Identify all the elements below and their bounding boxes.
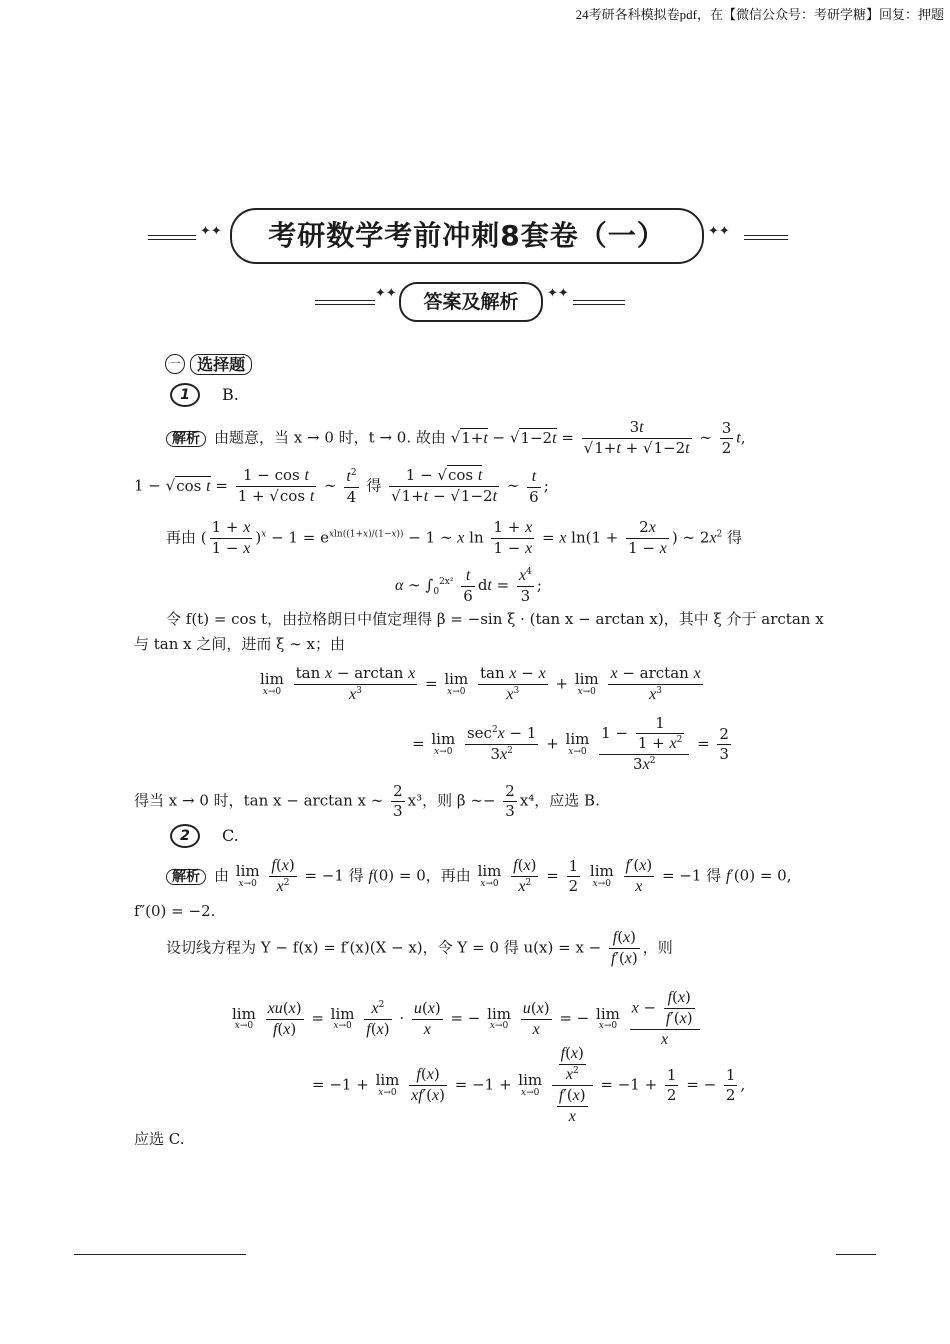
q1-line-6: 令 f(t) = cos t，由拉格朗日中值定理得 β = −sin ξ · (tan x − arctan x)，其中 ξ 介于 arctan x xyxy=(166,610,824,628)
sparkle-icon: ✦✦ xyxy=(200,224,222,239)
footer-rule-left xyxy=(74,1254,246,1255)
q1-conclusion-mid: x³，则 β ∼− xyxy=(407,791,496,810)
q1-line-7: 与 tan x 之间，进而 ξ ∼ x；由 xyxy=(134,635,345,653)
q2-line-3: 设切线方程为 Y − f(x) = f′(x)(X − x)，令 Y = 0 得 u(x) = x − $\frac{f(x)}{f'(x)}$ ，则 xyxy=(166,928,673,967)
q2-line-1: 解析 由 lim x→0 $\frac{f(x)}{x^2}$ = −1 得 f(0) = 0，再由 lim x→0 $\frac{f(x)}{x^2}$ = $\frac{1}{2}$ lim x→0 $\frac{f'(x)}{x}$ = −1 得 f′(0) = 0, xyxy=(166,856,791,897)
question-number xyxy=(170,824,200,848)
q1-conclusion-text: 得当 x → 0 时，tan x − arctan x ∼ xyxy=(134,791,384,810)
q1-line-8: lim x→0 $\frac{\text{tan x − arctan x}}{x^3}$ = lim x→0 $\frac{\text{tan x − x}}{x^3}$ + lim x→0 $\frac{\text{x − arctan x}}{x^3}$ xyxy=(260,664,701,703)
q1-line-2: 1 − √cos t = $\frac{\text{1 − cos t}}{\text{1 + √cos t}}$ ∼ $\frac{t^2}{4}$ 得 $\frac{\text{1 − √cos t}}{√1+t - √1-2t}$ ∼ $\frac{t}{6}$ ; xyxy=(134,466,549,506)
q1-text: 由题意，当 x → 0 时，t → 0. 故由 xyxy=(214,428,446,447)
q1-line-3: 再由 ( $\frac{1 + x}{1 - x}$ )$^x - 1 = e^{xln((1+x)/(1-x))} - 1$ ∼ x ln $\frac{1 + x}{1 - x}$ = x ln(1 + $\frac{2x}{1 - x}$ ) ∼ $2x^2$ 得 xyxy=(166,518,743,557)
sparkle-icon: ✦✦ xyxy=(708,224,730,239)
q1-line-9: = lim x→0 $\frac{\sec^2x - 1}{3x^2}$ + lim x→0 1 − $\frac{1}{1 + x^2}$ $3x^2$ = $\frac{2}{3}$ xyxy=(412,714,729,773)
section-label: 选择题 xyxy=(190,354,252,375)
q1-line-1: 解析 由题意，当 x → 0 时，t → 0. 故由 √1+t − √1−2t = $\frac{3t}{√1+t + √1-2t}$ ∼ $\frac{3}{2}$ t, xyxy=(166,418,745,459)
q1-line-10: 得当 x → 0 时，tan x − arctan x ∼ $\frac{2}{3}$ x³，则 β ∼− $\frac{2}{3}$ x⁴，应选 B. xyxy=(134,782,600,820)
sparkle-icon: ✦✦ xyxy=(375,286,397,301)
q2-line-2: f″(0) = −2. xyxy=(134,902,216,920)
q2-line-4: lim x→0 $\frac{xu(x)}{f(x)}$ = lim x→0 $\frac{x^2}{f(x)}$ · $\frac{u(x)}{x}$ = − lim x→0 $\frac{u(x)}{x}$ = − lim x→0 x − $\frac{f(x)}{f'(x)}$ x xyxy=(230,988,703,1050)
watermark: 24考研各科模拟卷pdf，在【微信公众号：考研学糖】回复：押题 xyxy=(575,7,944,22)
subtitle: 答案及解析 xyxy=(399,282,543,322)
q2-tangent-text: 设切线方程为 Y − f(x) = f′(x)(X − x)，令 Y = 0 得 u(x) = x − xyxy=(166,938,602,957)
title-banner xyxy=(148,208,788,264)
page-title: 考研数学考前冲刺8套卷（一） xyxy=(230,208,704,264)
section-number-icon: 一 xyxy=(165,354,185,374)
section-heading xyxy=(165,352,252,375)
question-number xyxy=(170,383,200,407)
q2-final: 应选 C. xyxy=(134,1130,185,1148)
subtitle-line-left xyxy=(315,300,375,305)
analysis-tag: 解析 xyxy=(166,869,206,885)
question-number-badge: 1 xyxy=(170,383,200,407)
sparkle-icon: ✦✦ xyxy=(547,286,569,301)
question-answer: B. xyxy=(222,385,239,404)
question-number-badge: 2 xyxy=(170,824,200,848)
q2-tangent-end: ，则 xyxy=(642,938,673,957)
footer-rule-right xyxy=(836,1254,876,1255)
q2-line-5: = −1 + lim x→0 $\frac{f(x)}{xf'(x)}$ = −1 + lim x→0 $\frac{\frac{f(x)}{x^2}}{\frac{f'(x)}{x}}$ = −1 + $\frac{1}{2}$ = − $\frac{1}{2}$ , xyxy=(312,1044,746,1125)
analysis-tag: 解析 xyxy=(166,431,206,447)
subtitle-banner xyxy=(315,282,625,322)
q1-conclusion-end: x⁴，应选 B. xyxy=(519,791,600,810)
subtitle-line-right xyxy=(573,300,625,305)
q1-line-4: α ∼ $\int_0^{2x^2}$ $\frac{t}{6}$ dt = $\frac{x^4}{3}$ ; xyxy=(395,567,542,605)
question-answer: C. xyxy=(222,826,239,845)
title-line-left xyxy=(148,235,196,240)
title-line-right xyxy=(744,235,788,240)
